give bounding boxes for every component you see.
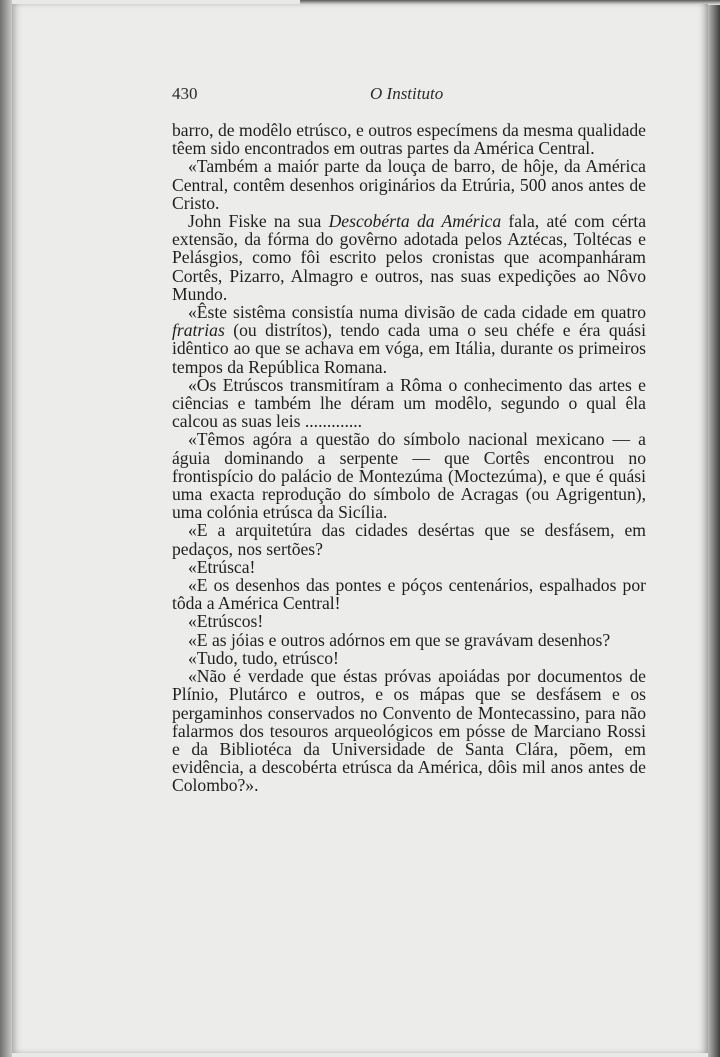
fratrias-term: fratrias bbox=[172, 320, 225, 341]
paragraph-4-text-after: (ou distrítos), tendo cada uma o seu chéfe e éra quási idêntico ao que se achava em vóga, em Itália, durante os primeiros tempos da República Romana. bbox=[172, 320, 646, 377]
page-right-shadow bbox=[708, 0, 720, 1057]
paragraph-4-text-before: «Êste sistêma consistía numa divisão de cada cidade em quatro bbox=[188, 302, 646, 323]
paragraph-10: «Etrúscos! bbox=[188, 611, 264, 632]
paragraph-13: «Não é verdade que éstas próvas apoiádas por documentos de Plínio, Plutárco e outros, e os mápas que se desfásem e os pergaminhos conservados no Convento de Montecassino, para não falarmos dos tesouros arqueológicos em pósse de Marciano Rossi e da Bibliotéca da Universidade de Santa Clára, põem, em evidência, a descobérta etrúsca da América, dôis mil anos antes de Colombo?». bbox=[172, 666, 646, 796]
paragraph-2: «Também a maiór parte da louça de barro, de hôje, da América Central, contêm desenhos originários da Etrúria, 500 anos antes de Cristo. bbox=[172, 156, 646, 213]
paragraph-9: «E os desenhos das pontes e póços centenários, espalhados por tôda a América Central! bbox=[172, 575, 646, 614]
book-title: Descobérta da América bbox=[328, 211, 502, 232]
paragraph-7: «E a arquitetúra das cidades desértas que se desfásem, em pedaços, nos sertões? bbox=[172, 520, 646, 559]
paragraph-3-text-after: fala, até com cérta extensão, da fórma do govêrno adotada pelos Aztécas, Toltécas e Pelásgios, como fôi escrito pelos cronistas que acompanháram Cortês, Pizarro, Almagro e outros, nas suas expedições ao Nôvo Mundo. bbox=[172, 211, 647, 304]
paragraph-8: «Etrúsca! bbox=[188, 556, 256, 577]
paragraph-3-text-before: John Fiske na sua bbox=[188, 211, 329, 232]
paragraph-11: «E as jóias e outros adórnos em que se gravávam desenhos? bbox=[188, 629, 611, 650]
paragraph-5: «Os Etrúscos transmitíram a Rôma o conhecimento das artes e ciências e também lhe déram um modêlo, segundo o qual êla calcou as suas leis ............. bbox=[172, 374, 646, 432]
paragraph-1: barro, de modêlo etrúsco, e outros especímens da mesma qualidade têem sido encontrados em outras partes da América Central. bbox=[172, 120, 646, 159]
paragraph-6: «Têmos agóra a questão do símbolo nacional mexicano — a águia dominando a serpente — que Cortês encontrou no frontispício do palácio de Montezúma (Moctezúma), e que é quási uma exacta reprodução do símbolo de Acragas (ou Agrigentun), uma colónia etrúsca da Sicília. bbox=[172, 429, 646, 523]
page-left-shadow bbox=[0, 0, 12, 1057]
paragraph-3 bbox=[172, 212, 646, 303]
paragraph-12: «Tudo, tudo, etrúsco! bbox=[188, 647, 339, 668]
page-header bbox=[172, 84, 646, 108]
body-text bbox=[172, 121, 646, 795]
running-title: O Instituto bbox=[370, 84, 444, 103]
page-number: 430 bbox=[172, 84, 198, 103]
paragraph-4 bbox=[172, 303, 646, 376]
